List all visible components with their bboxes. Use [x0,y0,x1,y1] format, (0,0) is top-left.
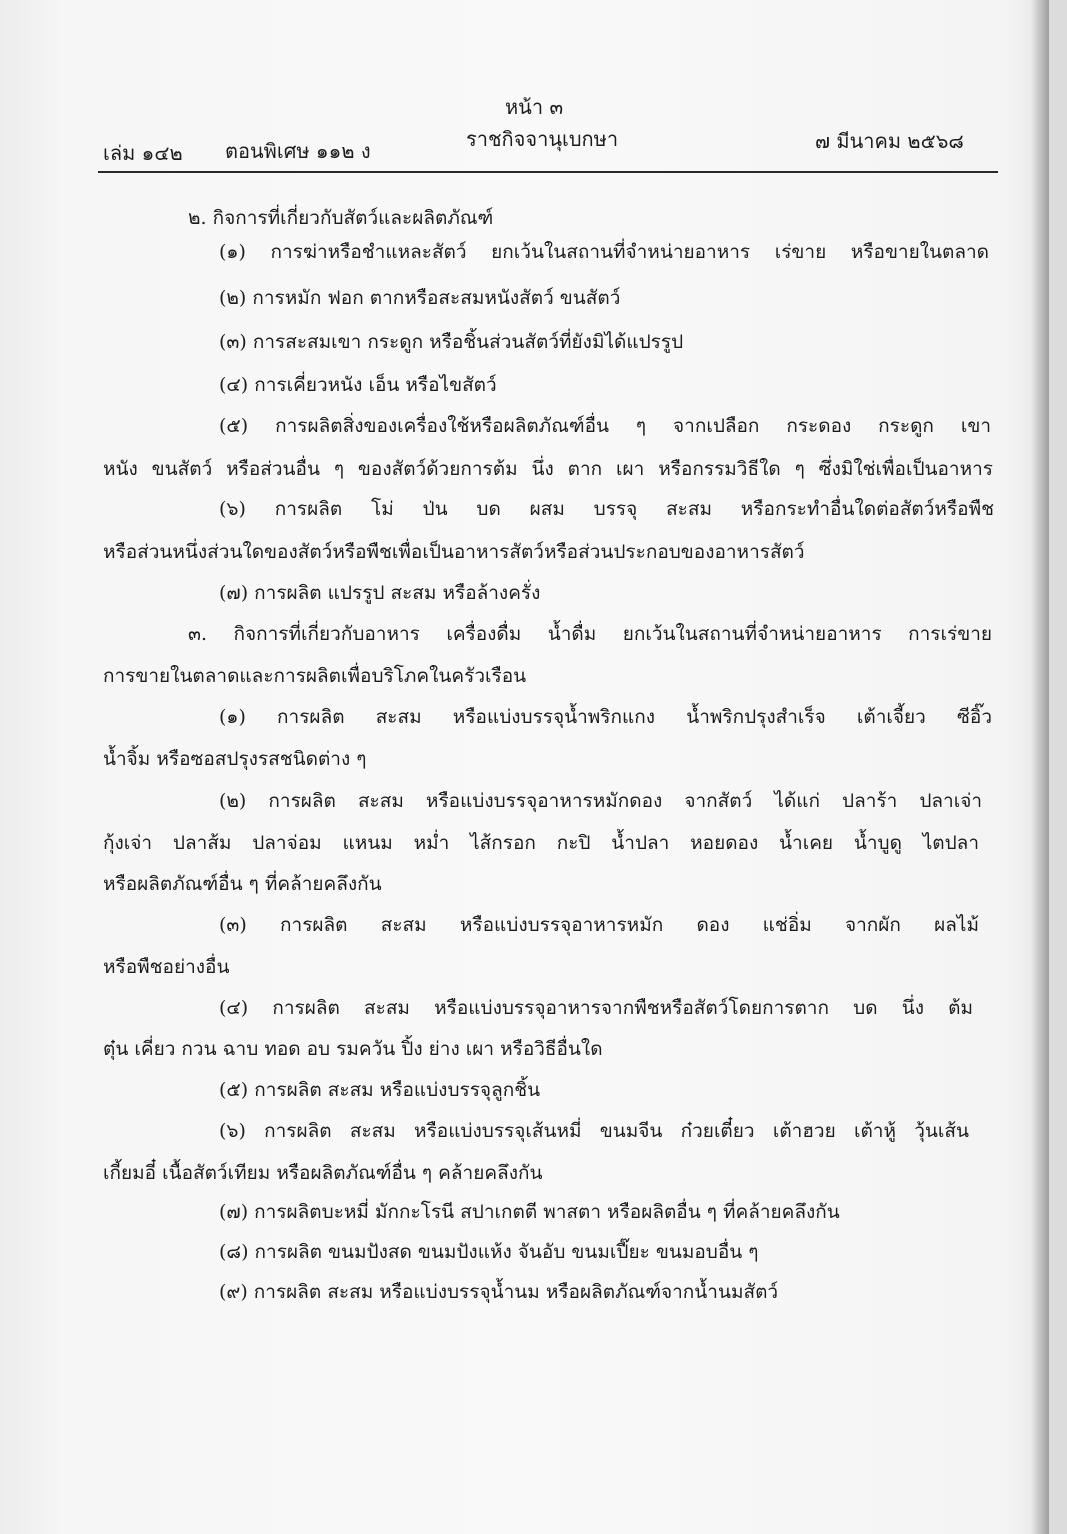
section2-title: ๒. กิจการที่เกี่ยวกับสัตว์และผลิตภัณฑ์ [188,207,494,229]
header-rule [98,171,998,173]
section3-item7: (๗) การผลิตบะหมี่ มักกะโรนี สปาเกตตี พาสตา หรือผลิตอื่น ๆ ที่คล้ายคลึงกัน [219,1201,840,1223]
page-number: หน้า ๓ [505,95,564,119]
section2-item4: (๔) การเคี่ยวหนัง เอ็น หรือไขสัตว์ [219,374,497,396]
section3-item9: (๙) การผลิต สะสม หรือแบ่งบรรจุน้ำนม หรือผลิตภัณฑ์จากน้ำนมสัตว์ [219,1281,779,1303]
issue-number: ตอนพิเศษ ๑๑๒ ง [225,139,371,163]
section3-item8: (๘) การผลิต ขนมปังสด ขนมปังแห้ง จันอับ ขนมเปี๊ยะ ขนมอบอื่น ๆ [219,1241,759,1263]
section3-item4-line2: ตุ๋น เคี่ยว กวน ฉาบ ทอด อบ รมควัน ปิ้ง ย่าง เผา หรือวิธีอื่นใด [103,1038,603,1060]
volume-number: เล่ม ๑๔๒ [103,141,183,165]
section3-item6-line1: (๖) การผลิต สะสม หรือแบ่งบรรจุเส้นหมี่ ขนมจีน ก๋วยเตี๋ยว เต้าฮวย เต้าหู้ วุ้นเส้น [219,1120,969,1142]
section3-item3-line2: หรือพืชอย่างอื่น [103,956,230,978]
section3-item3-line1: (๓) การผลิต สะสม หรือแบ่งบรรจุอาหารหมัก ดอง แช่อิ่ม จากผัก ผลไม้ [219,914,979,936]
section3-title-line1: ๓. กิจการที่เกี่ยวกับอาหาร เครื่องดื่ม น้ำดื่ม ยกเว้นในสถานที่จำหน่ายอาหาร การเร่ขาย [188,623,992,645]
section3-item2-line1: (๒) การผลิต สะสม หรือแบ่งบรรจุอาหารหมักดอง จากสัตว์ ได้แก่ ปลาร้า ปลาเจ่า [219,790,982,812]
section2-item3: (๓) การสะสมเขา กระดูก หรือชิ้นส่วนสัตว์ที่ยังมิได้แปรรูป [219,331,684,353]
page-edge-shadow [1031,0,1049,1534]
section2-item6-line2: หรือส่วนหนึ่งส่วนใดของสัตว์หรือพืชเพื่อเป็นอาหารสัตว์หรือส่วนประกอบของอาหารสัตว์ [103,541,805,563]
publication-name: ราชกิจจานุเบกษา [466,127,619,151]
section2-item2: (๒) การหมัก ฟอก ตากหรือสะสมหนังสัตว์ ขนสัตว์ [219,287,621,309]
section3-item6-line2: เกี้ยมอี๋ เนื้อสัตว์เทียม หรือผลิตภัณฑ์อื่น ๆ คล้ายคลึงกัน [103,1162,543,1184]
section3-item1-line1: (๑) การผลิต สะสม หรือแบ่งบรรจุน้ำพริกแกง น้ำพริกปรุงสำเร็จ เต้าเจี้ยว ซีอิ๊ว [219,706,992,728]
section2-item1: (๑) การฆ่าหรือชำแหละสัตว์ ยกเว้นในสถานที่จำหน่ายอาหาร เร่ขาย หรือขายในตลาด [219,241,989,263]
section3-item1-line2: น้ำจิ้ม หรือซอสปรุงรสชนิดต่าง ๆ [103,748,367,770]
section3-item4-line1: (๔) การผลิต สะสม หรือแบ่งบรรจุอาหารจากพืชหรือสัตว์โดยการตาก บด นึ่ง ต้ม [219,997,973,1019]
section2-item7: (๗) การผลิต แปรรูป สะสม หรือล้างครั่ง [219,582,541,604]
section3-item5: (๕) การผลิต สะสม หรือแบ่งบรรจุลูกชิ้น [219,1079,541,1101]
section3-item2-line2: กุ้งเจ่า ปลาส้ม ปลาจ่อม แหนม หม่ำ ไส้กรอก กะปิ น้ำปลา หอยดอง น้ำเคย น้ำบูดู ไตปลา [103,832,979,854]
section2-item5-line2: หนัง ขนสัตว์ หรือส่วนอื่น ๆ ของสัตว์ด้วยการต้ม นึ่ง ตาก เผา หรือกรรมวิธีใด ๆ ซึ่งมิใช่เพื่อเป็นอาหาร [103,458,993,480]
section3-title-line2: การขายในตลาดและการผลิตเพื่อบริโภคในครัวเรือน [103,665,527,687]
section2-item6-line1: (๖) การผลิต โม่ ป่น บด ผสม บรรจุ สะสม หรือกระทำอื่นใดต่อสัตว์หรือพืช [219,498,994,520]
section2-item5-line1: (๕) การผลิตสิ่งของเครื่องใช้หรือผลิตภัณฑ์อื่น ๆ จากเปลือก กระดอง กระดูก เขา [219,415,991,437]
section3-item2-line3: หรือผลิตภัณฑ์อื่น ๆ ที่คล้ายคลึงกัน [103,873,382,895]
publication-date: ๗ มีนาคม ๒๕๖๘ [815,129,964,153]
